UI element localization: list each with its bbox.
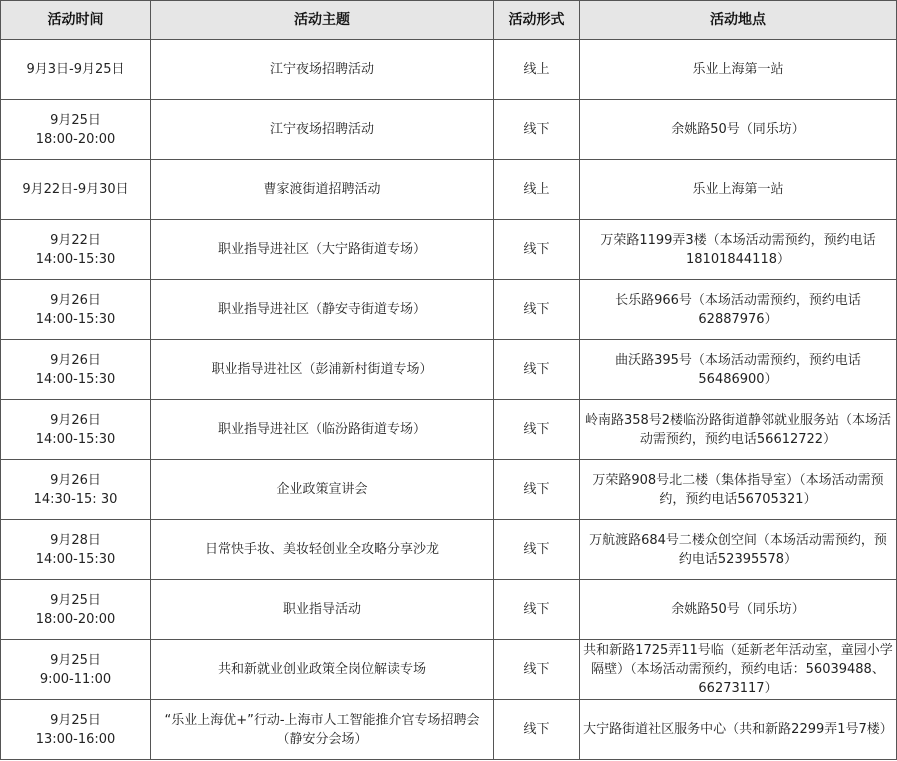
cell-location: 长乐路966号（本场活动需预约，预约电话62887976） xyxy=(580,280,897,340)
table-row xyxy=(1,700,897,760)
cell-date: 9月28日 xyxy=(50,532,101,548)
cell-hours: 18:00-20:00 xyxy=(35,131,116,147)
header-location: 活动地点 xyxy=(580,1,897,40)
cell-time xyxy=(1,520,151,580)
cell-time xyxy=(1,640,151,700)
cell-time xyxy=(1,700,151,760)
cell-hours: 9:00-11:00 xyxy=(39,671,112,687)
cell-hours: 18:00-20:00 xyxy=(35,611,116,627)
cell-time xyxy=(1,160,151,220)
cell-date: 9月3日-9月25日 xyxy=(26,62,125,77)
cell-hours: 14:00-15:30 xyxy=(35,431,116,447)
table-row xyxy=(1,160,897,220)
cell-form: 线下 xyxy=(494,460,580,520)
header-row xyxy=(1,1,897,40)
header-theme: 活动主题 xyxy=(151,1,494,40)
cell-date: 9月26日 xyxy=(50,292,101,308)
cell-form: 线上 xyxy=(494,40,580,100)
cell-form: 线下 xyxy=(494,580,580,640)
table-row xyxy=(1,520,897,580)
cell-theme: 职业指导进社区（彭浦新村街道专场） xyxy=(151,340,494,400)
cell-hours: 14:00-15:30 xyxy=(35,311,116,327)
table-body xyxy=(1,40,897,760)
table-row xyxy=(1,400,897,460)
cell-form: 线上 xyxy=(494,160,580,220)
cell-time xyxy=(1,460,151,520)
cell-date: 9月25日 xyxy=(50,652,101,668)
cell-theme: 日常快手妆、美妆轻创业全攻略分享沙龙 xyxy=(151,520,494,580)
table-row xyxy=(1,340,897,400)
cell-location: 余姚路50号（同乐坊） xyxy=(580,100,897,160)
cell-form: 线下 xyxy=(494,700,580,760)
cell-date: 9月26日 xyxy=(50,472,101,488)
cell-location: 乐业上海第一站 xyxy=(580,40,897,100)
cell-hours: 13:00-16:00 xyxy=(35,731,116,747)
cell-date: 9月25日 xyxy=(50,112,101,128)
cell-theme: 职业指导进社区（临汾路街道专场） xyxy=(151,400,494,460)
cell-form: 线下 xyxy=(494,280,580,340)
cell-time xyxy=(1,340,151,400)
cell-time xyxy=(1,40,151,100)
cell-location: 乐业上海第一站 xyxy=(580,160,897,220)
cell-form: 线下 xyxy=(494,520,580,580)
cell-date: 9月25日 xyxy=(50,712,101,728)
table-row xyxy=(1,100,897,160)
table-row xyxy=(1,220,897,280)
table-row xyxy=(1,280,897,340)
cell-date: 9月26日 xyxy=(50,412,101,428)
cell-time xyxy=(1,100,151,160)
cell-location: 万荣路1199弄3楼（本场活动需预约，预约电话18101844118） xyxy=(580,220,897,280)
cell-date: 9月25日 xyxy=(50,592,101,608)
cell-theme: 共和新就业创业政策全岗位解读专场 xyxy=(151,640,494,700)
table-row xyxy=(1,460,897,520)
cell-location: 大宁路街道社区服务中心（共和新路2299弄1号7楼） xyxy=(580,700,897,760)
cell-theme: 职业指导进社区（静安寺街道专场） xyxy=(151,280,494,340)
header-form: 活动形式 xyxy=(494,1,580,40)
cell-theme: 职业指导进社区（大宁路街道专场） xyxy=(151,220,494,280)
cell-date: 9月26日 xyxy=(50,352,101,368)
cell-date: 9月22日-9月30日 xyxy=(22,182,129,197)
cell-time xyxy=(1,400,151,460)
cell-form: 线下 xyxy=(494,640,580,700)
cell-theme: 江宁夜场招聘活动 xyxy=(151,40,494,100)
cell-form: 线下 xyxy=(494,220,580,280)
cell-hours: 14:00-15:30 xyxy=(35,251,116,267)
cell-hours: 14:00-15:30 xyxy=(35,371,116,387)
table-row xyxy=(1,640,897,700)
cell-time xyxy=(1,280,151,340)
cell-time xyxy=(1,580,151,640)
cell-location: 共和新路1725弄11号临（延新老年活动室，童园小学隔壁）（本场活动需预约，预约电话：56039488、66273117） xyxy=(580,640,897,700)
cell-theme: 企业政策宣讲会 xyxy=(151,460,494,520)
cell-location: 余姚路50号（同乐坊） xyxy=(580,580,897,640)
cell-form: 线下 xyxy=(494,400,580,460)
cell-theme: 曹家渡街道招聘活动 xyxy=(151,160,494,220)
cell-time xyxy=(1,220,151,280)
cell-theme: “乐业上海优+”行动-上海市人工智能推介官专场招聘会（静安分会场） xyxy=(151,700,494,760)
cell-hours: 14:30-15: 30 xyxy=(33,491,118,507)
cell-form: 线下 xyxy=(494,100,580,160)
cell-date: 9月22日 xyxy=(50,232,101,248)
cell-location: 岭南路358号2楼临汾路街道静邻就业服务站（本场活动需预约，预约电话56612722） xyxy=(580,400,897,460)
header-time: 活动时间 xyxy=(1,1,151,40)
cell-theme: 江宁夜场招聘活动 xyxy=(151,100,494,160)
cell-hours: 14:00-15:30 xyxy=(35,551,116,567)
cell-location: 万荣路908号北二楼（集体指导室）（本场活动需预约，预约电话56705321） xyxy=(580,460,897,520)
table-row xyxy=(1,40,897,100)
cell-location: 万航渡路684号二楼众创空间（本场活动需预约，预约电话52395578） xyxy=(580,520,897,580)
cell-theme: 职业指导活动 xyxy=(151,580,494,640)
cell-form: 线下 xyxy=(494,340,580,400)
cell-location: 曲沃路395号（本场活动需预约，预约电话56486900） xyxy=(580,340,897,400)
table-row xyxy=(1,580,897,640)
